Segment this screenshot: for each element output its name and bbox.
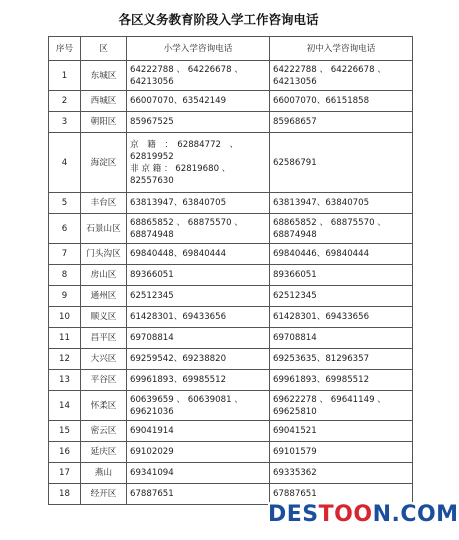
row-seq: 5 xyxy=(49,193,81,214)
header-seq: 序号 xyxy=(49,37,81,61)
watermark-part-2: TOO xyxy=(318,502,373,527)
primary-phone-line: 68874948 xyxy=(130,229,174,240)
row-seq: 12 xyxy=(49,349,81,370)
primary-phone-line: 69961893、69985512 xyxy=(130,375,227,385)
row-middle-phones xyxy=(270,244,413,265)
row-middle-phones xyxy=(270,112,413,133)
row-middle-phones xyxy=(270,91,413,112)
row-district: 通州区 xyxy=(81,286,127,307)
primary-phone-line: 69708814 xyxy=(130,333,174,343)
row-seq: 2 xyxy=(49,91,81,112)
middle-phone-line: 67887651 xyxy=(273,489,317,499)
row-seq: 1 xyxy=(49,61,81,91)
middle-phone-line: 62512345 xyxy=(273,291,317,301)
middle-phone-line: 85968657 xyxy=(273,117,317,127)
phone-table xyxy=(48,36,413,505)
row-district: 燕山 xyxy=(81,463,127,484)
row-seq: 3 xyxy=(49,112,81,133)
row-district: 门头沟区 xyxy=(81,244,127,265)
row-primary-phones xyxy=(127,244,270,265)
row-middle-phones xyxy=(270,265,413,286)
table-row xyxy=(49,370,413,391)
primary-phone-line: 62819952 xyxy=(130,151,174,162)
primary-phone-line: 69259542、69238820 xyxy=(130,354,227,364)
row-district: 大兴区 xyxy=(81,349,127,370)
row-district: 顺义区 xyxy=(81,307,127,328)
watermark-part-3: N.COM xyxy=(372,502,459,527)
table-row xyxy=(49,307,413,328)
row-seq: 14 xyxy=(49,391,81,421)
header-middle: 初中入学咨询电话 xyxy=(270,37,413,61)
row-middle-phones xyxy=(270,442,413,463)
middle-phone-line: 69840446、69840444 xyxy=(273,249,370,259)
primary-phone-line: 62512345 xyxy=(130,291,174,301)
middle-phone-line: 69622278 、 69641149 、 xyxy=(273,394,386,405)
row-seq: 17 xyxy=(49,463,81,484)
row-district: 怀柔区 xyxy=(81,391,127,421)
middle-phone-line: 69101579 xyxy=(273,447,317,457)
header-district: 区 xyxy=(81,37,127,61)
middle-phone-line: 69335362 xyxy=(273,468,317,478)
row-seq: 8 xyxy=(49,265,81,286)
row-primary-phones xyxy=(127,349,270,370)
table-row xyxy=(49,193,413,214)
row-district: 房山区 xyxy=(81,265,127,286)
row-district: 朝阳区 xyxy=(81,112,127,133)
table-row xyxy=(49,265,413,286)
middle-phone-line: 63813947、63840705 xyxy=(273,198,370,208)
row-middle-phones xyxy=(270,286,413,307)
primary-phone-line: 63813947、63840705 xyxy=(130,198,227,208)
row-primary-phones xyxy=(127,286,270,307)
middle-phone-line: 64222788 、 64226678 、 xyxy=(273,64,386,75)
table-row xyxy=(49,286,413,307)
middle-phone-line: 69041521 xyxy=(273,426,317,436)
primary-phone-line: 69621036 xyxy=(130,406,174,417)
middle-phone-line: 66007070、66151858 xyxy=(273,96,370,106)
row-primary-phones xyxy=(127,370,270,391)
table-row xyxy=(49,463,413,484)
row-seq: 6 xyxy=(49,214,81,244)
row-middle-phones xyxy=(270,421,413,442)
row-primary-phones xyxy=(127,193,270,214)
row-seq: 4 xyxy=(49,133,81,193)
primary-phone-line: 67887651 xyxy=(130,489,174,499)
row-middle-phones xyxy=(270,463,413,484)
middle-phone-line: 61428301、69433656 xyxy=(273,312,370,322)
primary-phone-line: 69041914 xyxy=(130,426,174,436)
row-middle-phones xyxy=(270,214,413,244)
primary-phone-line: 69341094 xyxy=(130,468,174,478)
table-row xyxy=(49,112,413,133)
row-primary-phones xyxy=(127,421,270,442)
middle-phone-line: 69708814 xyxy=(273,333,317,343)
row-middle-phones xyxy=(270,307,413,328)
middle-phone-line: 64213056 xyxy=(273,76,317,87)
primary-phone-line: 64213056 xyxy=(130,76,174,87)
row-district: 平谷区 xyxy=(81,370,127,391)
table-row xyxy=(49,421,413,442)
row-primary-phones xyxy=(127,133,270,193)
primary-phone-line: 非 京 籍 ： 62819680 、 xyxy=(130,163,231,174)
row-seq: 7 xyxy=(49,244,81,265)
row-primary-phones xyxy=(127,112,270,133)
primary-phone-line: 69102029 xyxy=(130,447,174,457)
row-district: 昌平区 xyxy=(81,328,127,349)
row-primary-phones xyxy=(127,328,270,349)
middle-phone-line: 69625810 xyxy=(273,406,317,417)
row-seq: 18 xyxy=(49,484,81,505)
middle-phone-line: 68874948 xyxy=(273,229,317,240)
row-district: 石景山区 xyxy=(81,214,127,244)
row-district: 延庆区 xyxy=(81,442,127,463)
watermark-part-1: DES xyxy=(268,502,319,527)
table-row xyxy=(49,61,413,91)
destoon-watermark xyxy=(268,502,459,532)
primary-phone-line: 61428301、69433656 xyxy=(130,312,227,322)
row-middle-phones xyxy=(270,193,413,214)
primary-phone-line: 60639659 、 60639081 、 xyxy=(130,394,243,405)
row-seq: 15 xyxy=(49,421,81,442)
table-body xyxy=(49,61,413,505)
row-primary-phones xyxy=(127,442,270,463)
primary-phone-line: 京 籍 ： 62884772 、 xyxy=(130,139,239,150)
row-middle-phones xyxy=(270,61,413,91)
row-primary-phones xyxy=(127,61,270,91)
row-seq: 10 xyxy=(49,307,81,328)
primary-phone-line: 85967525 xyxy=(130,117,174,127)
table-row xyxy=(49,133,413,193)
row-district: 海淀区 xyxy=(81,133,127,193)
primary-phone-line: 64222788 、 64226678 、 xyxy=(130,64,243,75)
row-district: 密云区 xyxy=(81,421,127,442)
row-primary-phones xyxy=(127,391,270,421)
row-primary-phones xyxy=(127,307,270,328)
row-district: 经开区 xyxy=(81,484,127,505)
row-primary-phones xyxy=(127,484,270,505)
row-seq: 9 xyxy=(49,286,81,307)
row-middle-phones xyxy=(270,349,413,370)
table-row xyxy=(49,214,413,244)
table-row xyxy=(49,391,413,421)
primary-phone-line: 89366051 xyxy=(130,270,174,280)
document-title: 各区义务教育阶段入学工作咨询电话 xyxy=(118,12,319,27)
middle-phone-line: 89366051 xyxy=(273,270,317,280)
row-middle-phones xyxy=(270,370,413,391)
row-middle-phones xyxy=(270,133,413,193)
primary-phone-line: 66007070、63542149 xyxy=(130,96,227,106)
row-seq: 16 xyxy=(49,442,81,463)
table-row xyxy=(49,91,413,112)
table-header-row xyxy=(49,37,413,61)
row-district: 丰台区 xyxy=(81,193,127,214)
row-primary-phones xyxy=(127,265,270,286)
middle-phone-line: 69253635、81296357 xyxy=(273,354,370,364)
row-district: 西城区 xyxy=(81,91,127,112)
primary-phone-line: 68865852 、 68875570 、 xyxy=(130,217,243,228)
middle-phone-line: 62586791 xyxy=(273,157,317,168)
table-row xyxy=(49,442,413,463)
primary-phone-line: 69840448、69840444 xyxy=(130,249,227,259)
row-middle-phones xyxy=(270,391,413,421)
header-primary: 小学入学咨询电话 xyxy=(127,37,270,61)
row-primary-phones xyxy=(127,463,270,484)
row-seq: 13 xyxy=(49,370,81,391)
table-row xyxy=(49,244,413,265)
middle-phone-line: 68865852 、 68875570 、 xyxy=(273,217,386,228)
row-middle-phones xyxy=(270,328,413,349)
row-seq: 11 xyxy=(49,328,81,349)
middle-phone-line: 69961893、69985512 xyxy=(273,375,370,385)
row-primary-phones xyxy=(127,91,270,112)
row-primary-phones xyxy=(127,214,270,244)
row-district: 东城区 xyxy=(81,61,127,91)
primary-phone-line: 82557630 xyxy=(130,175,174,186)
table-row xyxy=(49,349,413,370)
table-row xyxy=(49,328,413,349)
